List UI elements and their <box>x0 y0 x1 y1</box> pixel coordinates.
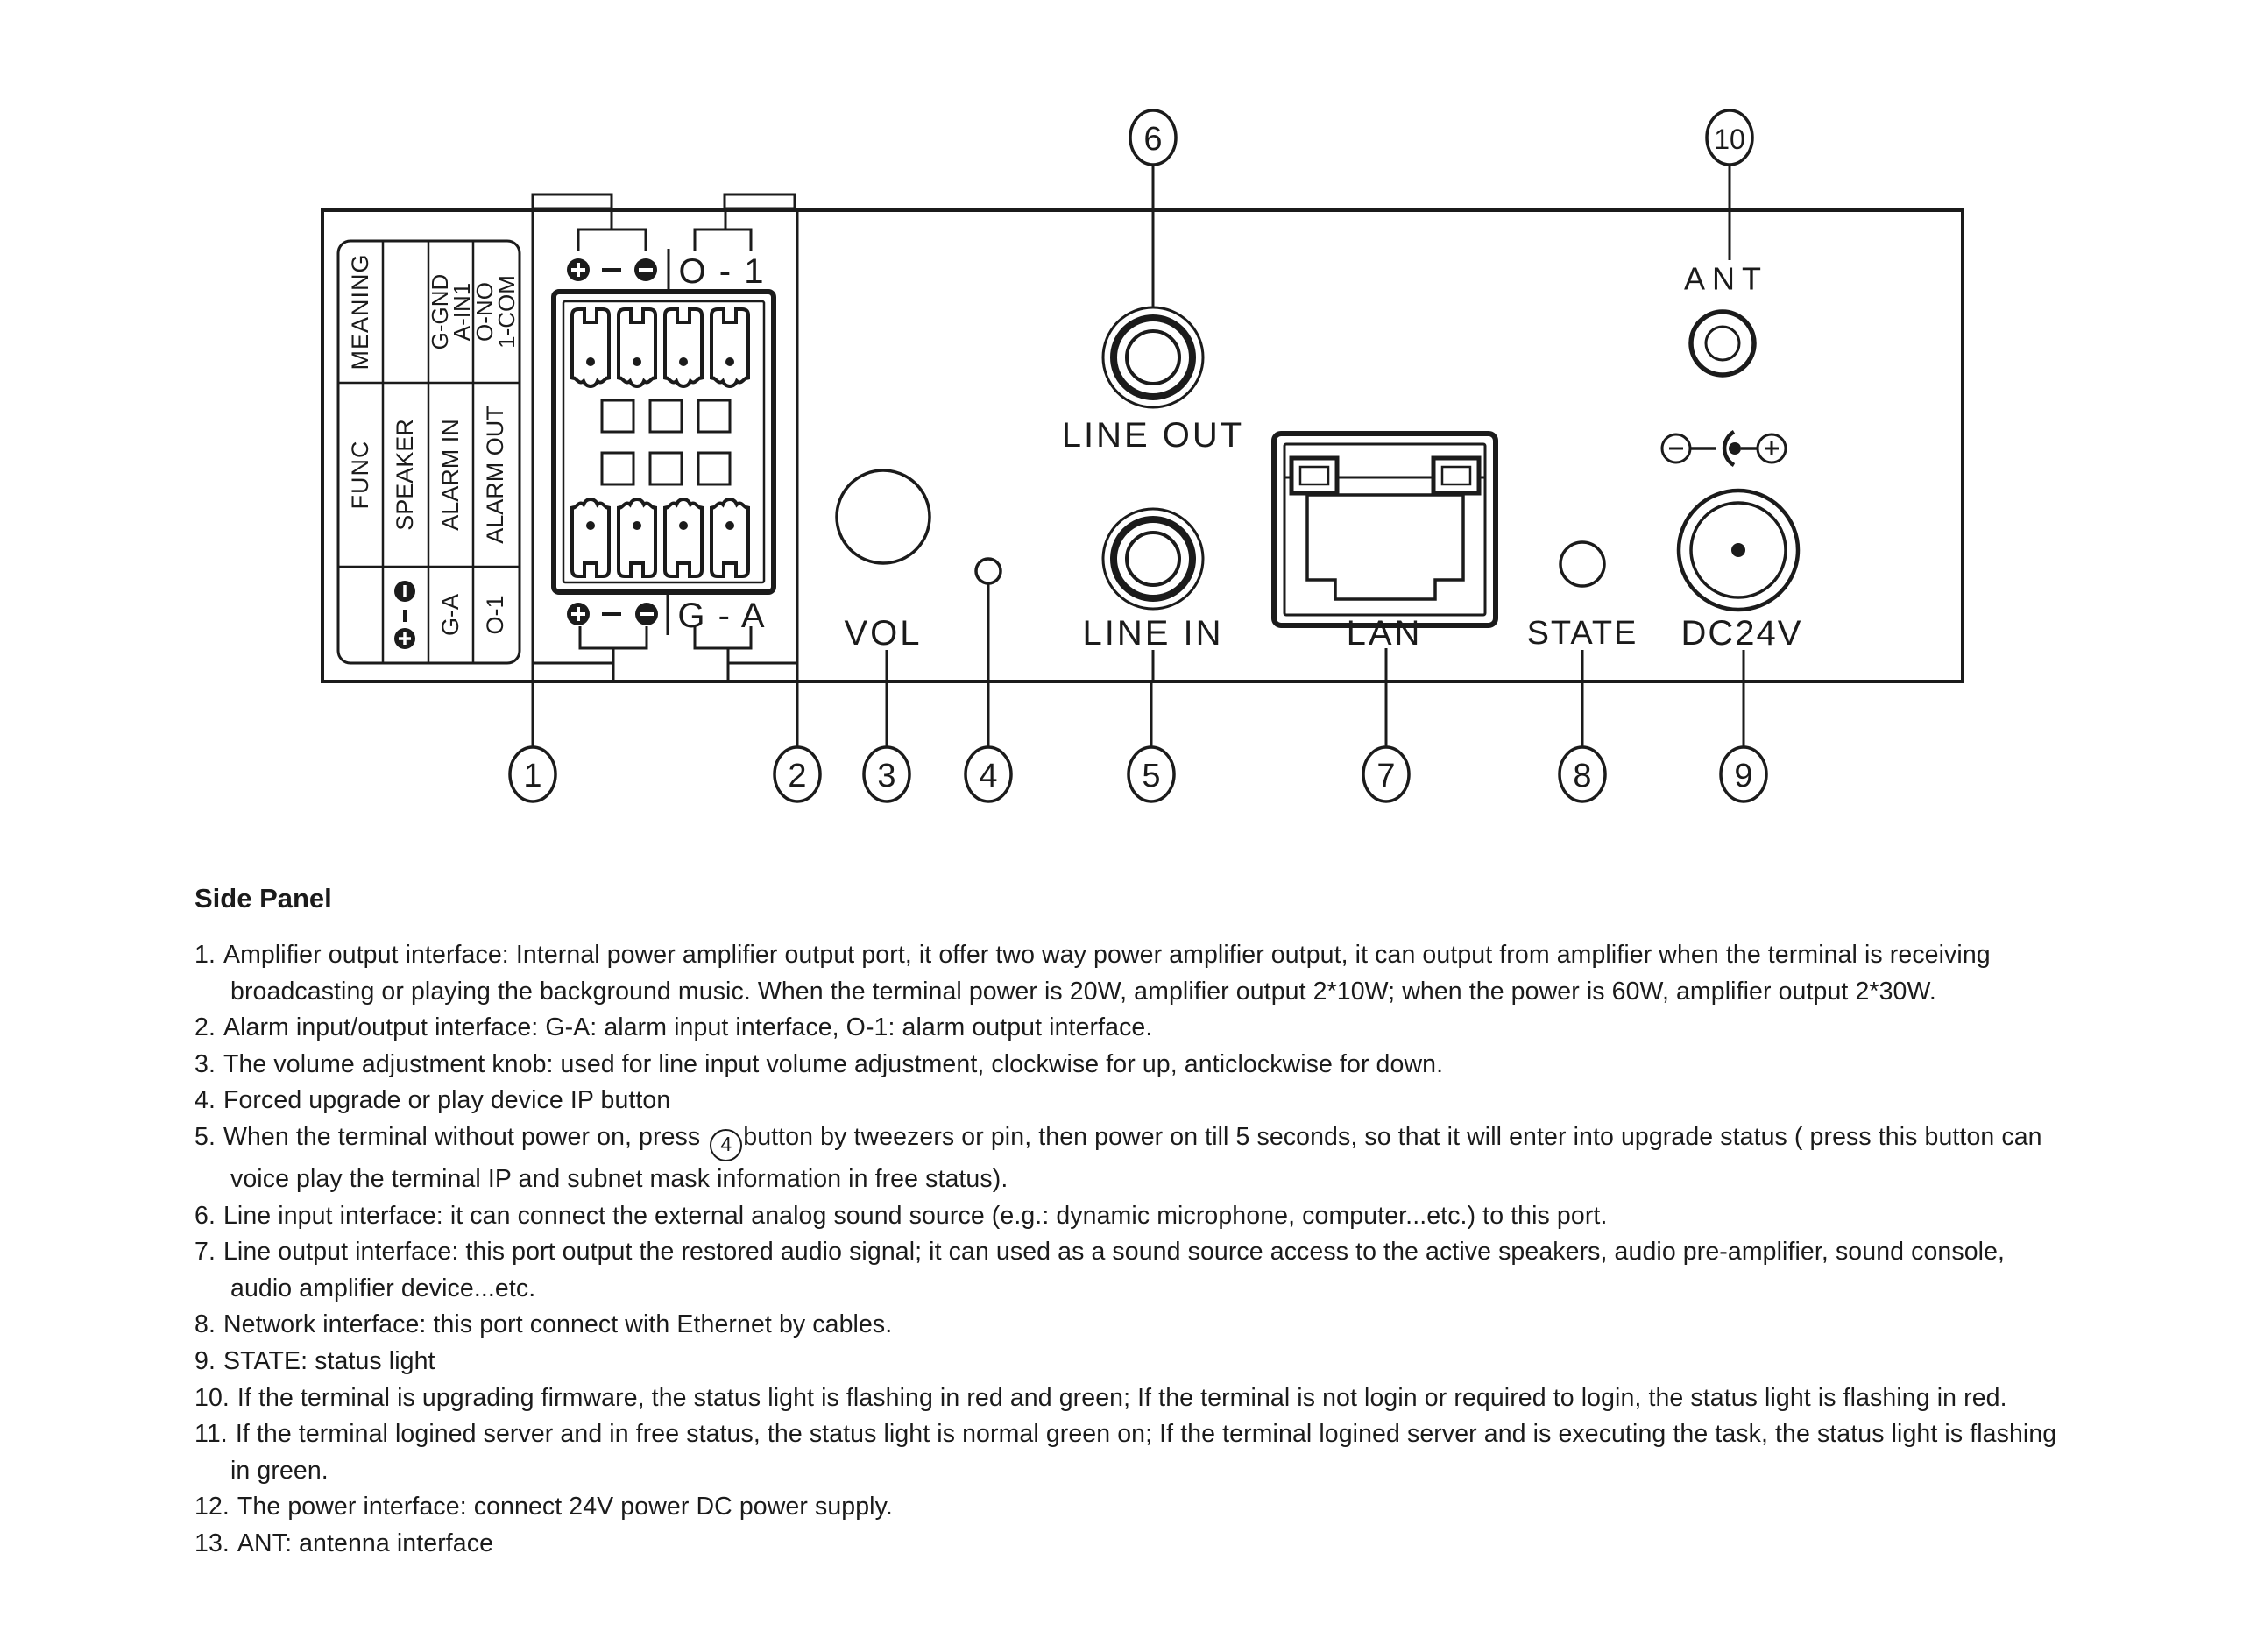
note-line <box>195 1489 2236 1526</box>
note-number: 10. <box>195 1383 230 1412</box>
svg-text:7: 7 <box>1376 758 1396 794</box>
note-number: 6. <box>195 1201 216 1230</box>
svg-text:1: 1 <box>523 758 542 794</box>
svg-text:4: 4 <box>979 758 998 794</box>
note-number: 5. <box>195 1122 216 1151</box>
ant-label: ANT <box>1684 260 1768 297</box>
table-row-alarm-in: ALARM IN <box>437 419 463 531</box>
callout-1 <box>510 747 555 801</box>
note-number: 4. <box>195 1086 216 1115</box>
note-text: in green. <box>230 1456 329 1485</box>
note-number: 2. <box>195 1013 216 1042</box>
table-row-speaker: SPEAKER <box>392 419 418 531</box>
note-number: 12. <box>195 1493 230 1521</box>
note-text: The power interface: connect 24V power DC power supply. <box>237 1493 893 1521</box>
note-text: ANT: antenna interface <box>237 1528 494 1557</box>
callout-8 <box>1560 747 1605 801</box>
note-line <box>195 1234 2236 1271</box>
note-number: 1. <box>195 941 216 969</box>
page-title: Side Panel <box>195 883 332 914</box>
table-pins-alarm-in: G-A <box>437 593 463 637</box>
note-text: Alarm input/output interface: G-A: alarm input interface, O-1: alarm output interface. <box>223 1013 1153 1042</box>
table-meaning-alarm-in-1: G-GND <box>427 273 453 350</box>
note-number: 11. <box>195 1420 228 1449</box>
note-line <box>195 1307 2236 1344</box>
svg-text:6: 6 <box>1143 121 1163 158</box>
note-line <box>195 1161 2236 1198</box>
callout-5 <box>1129 747 1174 801</box>
svg-text:2: 2 <box>788 758 807 794</box>
lan-label: LAN <box>1346 614 1423 653</box>
table-header-func: FUNC <box>347 440 373 510</box>
table-meaning-alarm-in-2: A-IN1 <box>449 282 475 342</box>
circled-number-icon: 4 <box>710 1129 742 1161</box>
callout-3 <box>864 747 909 801</box>
line-in-label: LINE IN <box>1082 614 1224 653</box>
note-text: audio amplifier device...etc. <box>230 1274 536 1303</box>
line-out-label: LINE OUT <box>1061 416 1245 455</box>
note-text: STATE: status light <box>223 1346 435 1375</box>
callout-10 <box>1707 110 1752 165</box>
note-line <box>195 1453 2236 1490</box>
note-line <box>195 1047 2236 1084</box>
note-number: 13. <box>195 1528 230 1557</box>
svg-text:9: 9 <box>1734 758 1753 794</box>
dc24v-label: DC24V <box>1680 614 1803 653</box>
note-line <box>195 974 2236 1011</box>
note-text: Line input interface: it can connect the external analog sound source (e.g.: dynamic microphone, computer...etc.) to this port. <box>223 1201 1608 1230</box>
note-text: Line output interface: this port output the restored audio signal; it can used as a sound source access to the active speakers, audio pre-amplifier, sound console, <box>223 1238 2006 1267</box>
note-line <box>195 1198 2236 1235</box>
note-line <box>195 1083 2236 1119</box>
svg-text:3: 3 <box>877 758 896 794</box>
note-text: voice play the terminal IP and subnet mask information in free status). <box>230 1164 1008 1193</box>
terminal-block <box>554 292 774 592</box>
note-text: broadcasting or playing the background music. When the terminal power is 20W, amplifier output 2*10W; when the power is 60W, amplifier output 2*30W. <box>230 977 1936 1006</box>
note-line <box>195 1526 2236 1563</box>
svg-text:5: 5 <box>1142 758 1161 794</box>
table-pins-alarm-out: O-1 <box>482 595 508 635</box>
table-meaning-alarm-out-1: O-NO <box>471 282 498 342</box>
note-text: If the terminal is upgrading firmware, the status light is flashing in red and green; If the terminal is not login or required to login, the status light is flashing in red. <box>237 1383 2007 1412</box>
note-number: 7. <box>195 1238 216 1267</box>
note-line <box>195 1344 2236 1380</box>
note-line <box>195 1416 2236 1453</box>
note-text: Network interface: this port connect with Ethernet by cables. <box>223 1310 893 1339</box>
callout-6 <box>1130 110 1176 165</box>
note-line <box>195 937 2236 974</box>
note-text: If the terminal logined server and in free status, the status light is normal green on; If the terminal logined server and is executing the task, the status light is flashing <box>235 1420 2057 1449</box>
note-text: Forced upgrade or play device IP button <box>223 1086 671 1115</box>
note-line <box>195 1010 2236 1047</box>
svg-text:8: 8 <box>1573 758 1592 794</box>
note-text: Amplifier output interface: Internal power amplifier output port, it offer two way power amplifier output, it can output from amplifier when the terminal is receiving <box>223 941 1991 969</box>
alarm-in-pair-label: G - A <box>677 597 767 635</box>
callout-4 <box>966 747 1011 801</box>
table-row-alarm-out: ALARM OUT <box>482 406 508 544</box>
table-header-meaning: MEANING <box>347 253 373 371</box>
note-line <box>195 1271 2236 1308</box>
note-text: When the terminal without power on, press <box>223 1122 708 1151</box>
note-line <box>195 1380 2236 1417</box>
note-line <box>195 1119 2236 1161</box>
callout-2 <box>775 747 820 801</box>
svg-text:10: 10 <box>1714 124 1745 155</box>
table-meaning-alarm-out-2: 1-COM <box>493 275 520 349</box>
note-text: The volume adjustment knob: used for line input volume adjustment, clockwise for up, anticlockwise for down. <box>223 1049 1444 1078</box>
vol-label: VOL <box>844 614 923 653</box>
note-text: button by tweezers or pin, then power on till 5 seconds, so that it will enter into upgrade status ( press this button can <box>743 1122 2042 1151</box>
note-number: 8. <box>195 1310 216 1339</box>
callout-9 <box>1721 747 1766 801</box>
note-number: 3. <box>195 1049 216 1078</box>
alarm-out-pair-label: O - 1 <box>678 252 766 291</box>
state-label: STATE <box>1526 615 1638 652</box>
notes-list <box>195 937 2236 1563</box>
note-number: 9. <box>195 1346 216 1375</box>
top-right-tab <box>725 194 795 208</box>
top-left-tab <box>533 194 612 208</box>
callout-7 <box>1363 747 1409 801</box>
